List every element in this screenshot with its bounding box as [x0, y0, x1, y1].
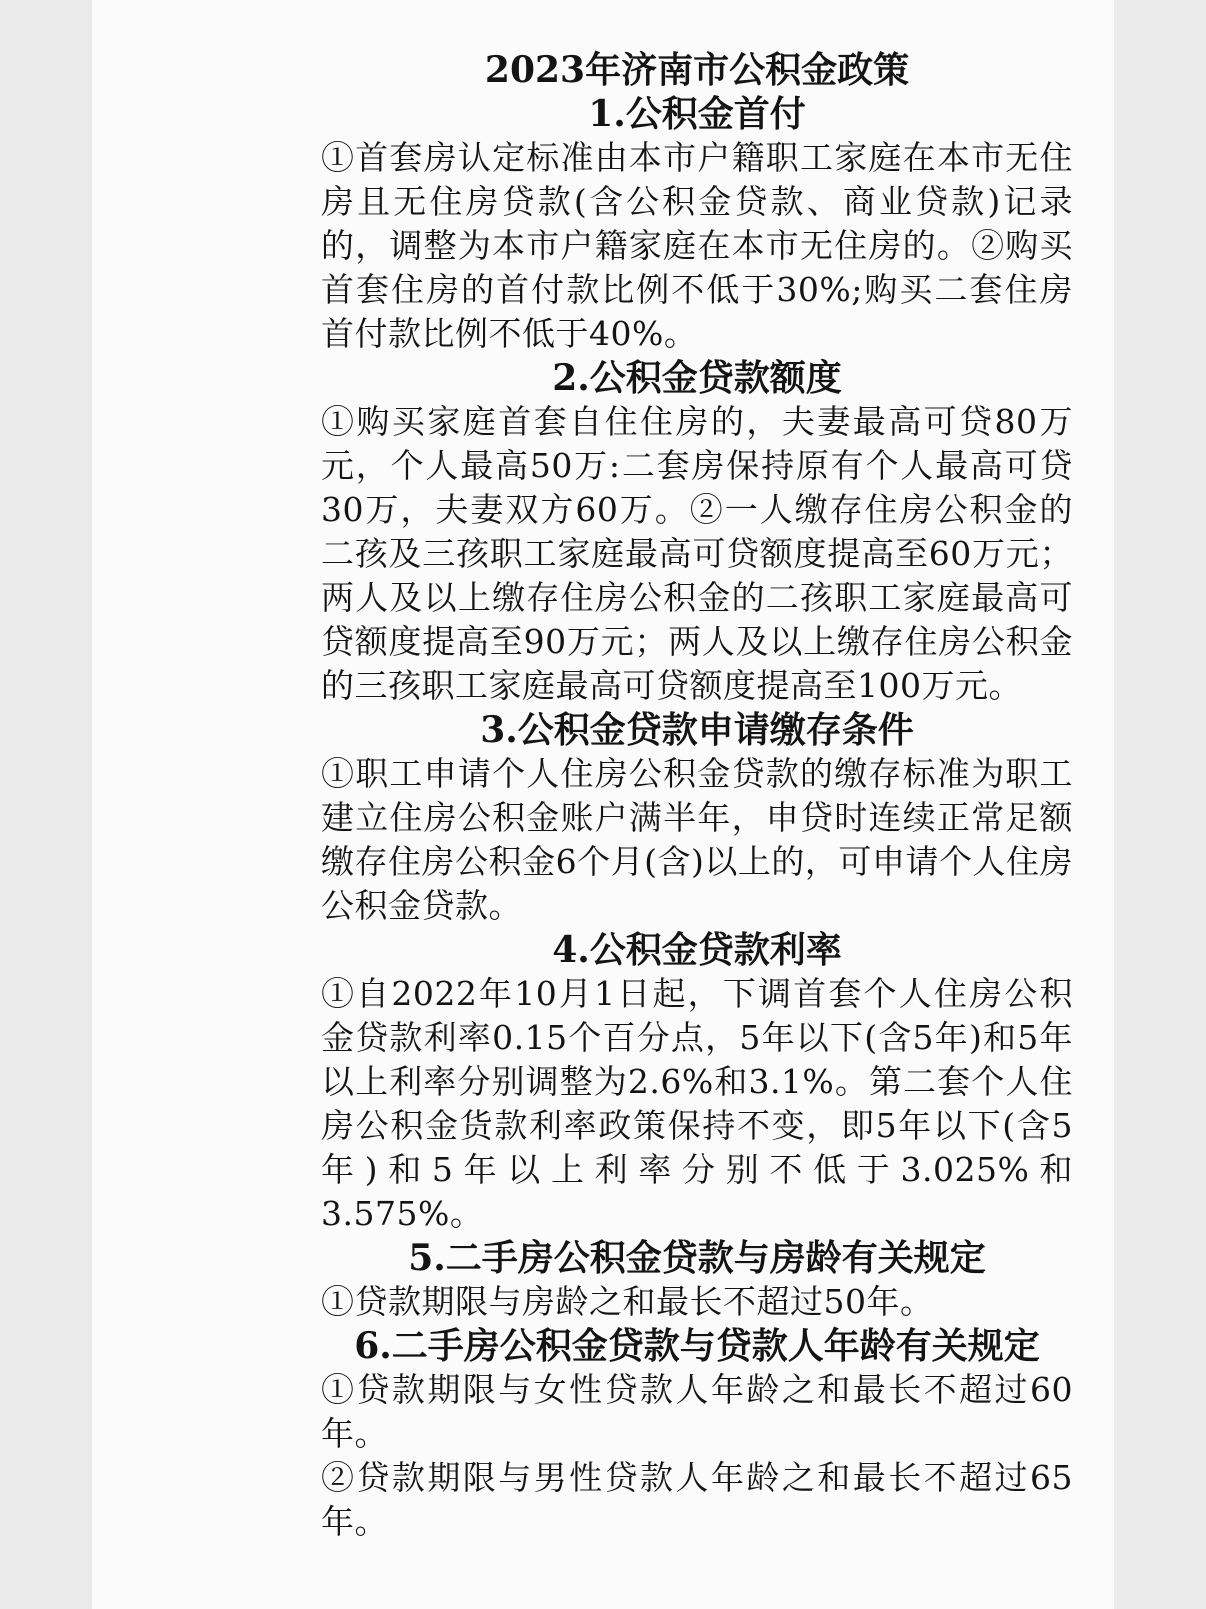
- document-title: 2023年济南市公积金政策: [484, 49, 910, 91]
- section-3-heading: 3.公积金贷款申请缴存条件: [480, 709, 914, 751]
- section-5-heading: 5.二手房公积金贷款与房龄有关规定: [408, 1237, 986, 1279]
- section-4-paragraph: ①自2022年10月1日起，下调首套个人住房公积金贷款利率0.15个百分点，5年以下(含5年)和5年以上利率分别调整为2.6%和3.1%。第二套个人住房公积金货款利率政策保持不变，即5年以下(含5年)和5年以上利率分别不低于3.025%和3.575%。: [321, 974, 1073, 1233]
- section-1-paragraph: ①首套房认定标准由本市户籍职工家庭在本市无住房且无住房贷款(含公积金贷款、商业贷款)记录的，调整为本市户籍家庭在本市无住房的。②购买首套住房的首付款比例不低于30%;购买二套住房首付款比例不低于40%。: [321, 138, 1073, 353]
- section-6-paragraph-1: ①贷款期限与女性贷款人年龄之和最长不超过60年。: [321, 1370, 1073, 1453]
- section-6-paragraph-2: ②贷款期限与男性贷款人年龄之和最长不超过65年。: [321, 1458, 1073, 1541]
- section-2-heading: 2.公积金贷款额度: [552, 357, 842, 399]
- section-5-paragraph: ①贷款期限与房龄之和最长不超过50年。: [321, 1282, 934, 1321]
- section-1-heading: 1.公积金首付: [588, 93, 806, 135]
- document-content: [321, 48, 1073, 1544]
- document-page: [92, 0, 1114, 1609]
- section-4-heading: 4.公积金贷款利率: [552, 929, 842, 971]
- section-3-paragraph: ①职工申请个人住房公积金贷款的缴存标准为职工建立住房公积金账户满半年，申贷时连续正常足额缴存住房公积金6个月(含)以上的，可申请个人住房公积金贷款。: [321, 754, 1073, 925]
- section-6-heading: 6.二手房公积金贷款与贷款人年龄有关规定: [354, 1325, 1040, 1367]
- section-2-paragraph: ①购买家庭首套自住住房的，夫妻最高可贷80万元，个人最高50万:二套房保持原有个人最高可贷30万，夫妻双方60万。②一人缴存住房公积金的二孩及三孩职工家庭最高可贷额度提高至60万元；两人及以上缴存住房公积金的二孩职工家庭最高可贷额度提高至90万元；两人及以上缴存住房公积金的三孩职工家庭最高可贷额度提高至100万元。: [321, 402, 1073, 705]
